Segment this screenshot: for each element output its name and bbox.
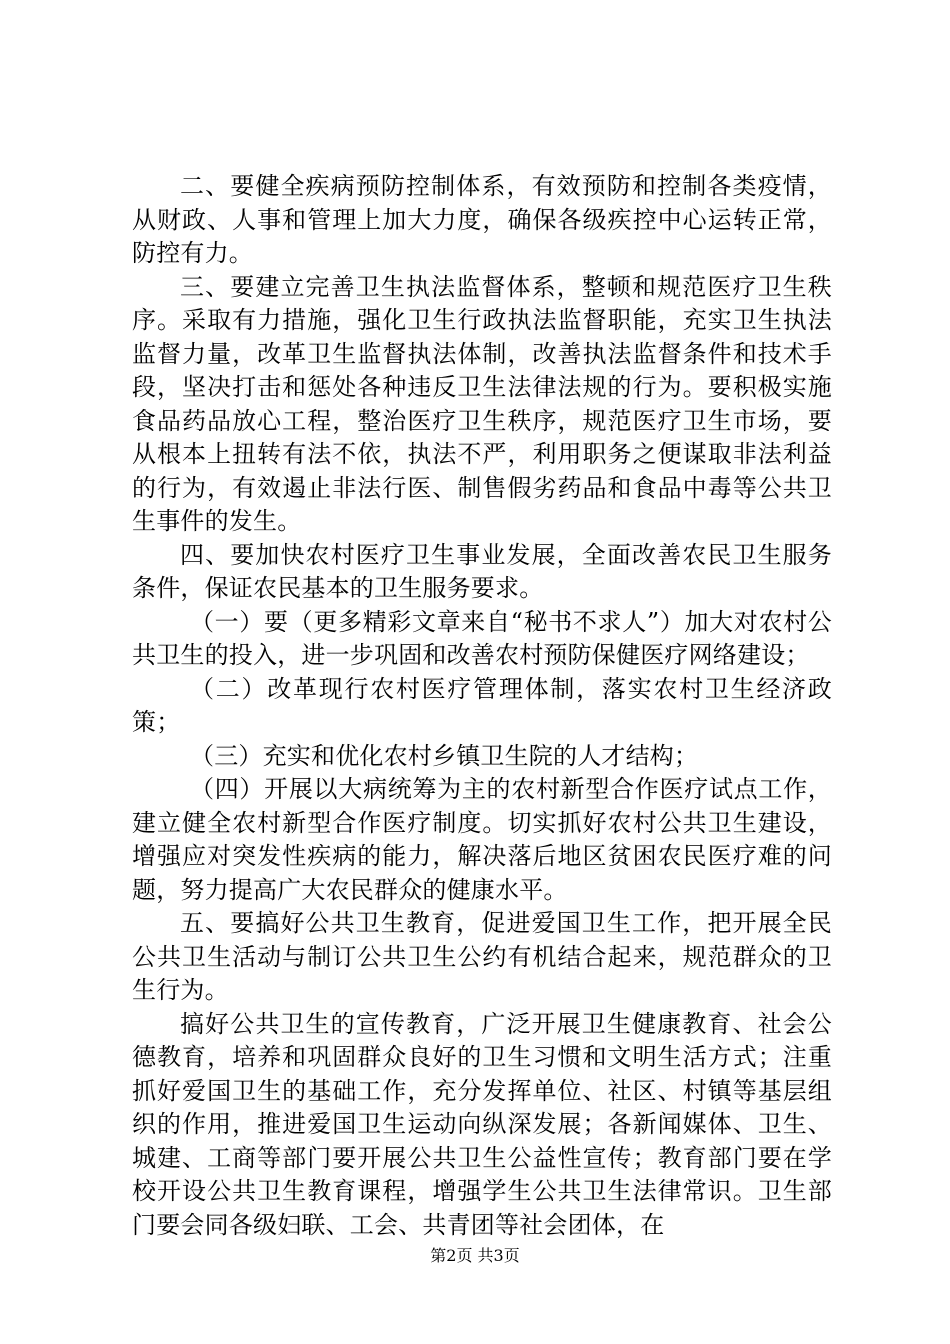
page-number-footer: 第2页 共3页	[430, 1246, 520, 1265]
paragraph-health-supervision: 三、要建立完善卫生执法监督体系，整顿和规范医疗卫生秩序。采取有力措施，强化卫生行政执法监督职能，充实卫生执法监督力量，改革卫生监督执法体制，改善执法监督条件和技术手段，坚决打击和惩处各种违反卫生法律法规的行为。要积极实施食品药品放心工程，整治医疗卫生秩序，规范医疗卫生市场，要从根本上扭转有法不依，执法不严，利用职务之便谋取非法利益的行为，有效遏止非法行医、制售假劣药品和食品中毒等公共卫生事件的发生。	[132, 272, 832, 535]
paragraph-publicity: 搞好公共卫生的宣传教育，广泛开展卫生健康教育、社会公德教育，培养和巩固群众良好的卫生习惯和文明生活方式；注重抓好爱国卫生的基础工作，充分发挥单位、社区、村镇等基层组织的作用，推进爱国卫生运动向纵深发展；各新闻媒体、卫生、城建、工商等部门要开展公共卫生公益性宣传；教育部门要在学校开设公共卫生教育课程，增强学生公共卫生法律常识。卫生部门要会同各级妇联、工会、共青团等社会团体，在	[132, 1009, 832, 1239]
document-body	[132, 170, 832, 1242]
paragraph-item-1: （一）要（更多精彩文章来自“秘书不求人”）加大对农村公共卫生的投入，进一步巩固和改善农村预防保健医疗网络建设；	[132, 607, 832, 669]
paragraph-health-education: 五、要搞好公共卫生教育，促进爱国卫生工作，把开展全民公共卫生活动与制订公共卫生公约有机结合起来，规范群众的卫生行为。	[132, 909, 832, 1004]
paragraph-disease-control: 二、要健全疾病预防控制体系，有效预防和控制各类疫情，从财政、人事和管理上加大力度，确保各级疾控中心运转正常，防控有力。	[132, 172, 832, 267]
paragraph-rural-health: 四、要加快农村医疗卫生事业发展，全面改善农民卫生服务条件，保证农民基本的卫生服务要求。	[132, 540, 832, 602]
paragraph-item-4: （四）开展以大病统筹为主的农村新型合作医疗试点工作，建立健全农村新型合作医疗制度。切实抓好农村公共卫生建设，增强应对突发性疾病的能力，解决落后地区贫困农民医疗难的问题，努力提高广大农民群众的健康水平。	[132, 775, 832, 904]
paragraph-item-2: （二）改革现行农村医疗管理体制，落实农村卫生经济政策；	[132, 674, 832, 736]
paragraph-item-3: （三）充实和优化农村乡镇卫生院的人才结构；	[190, 741, 699, 770]
